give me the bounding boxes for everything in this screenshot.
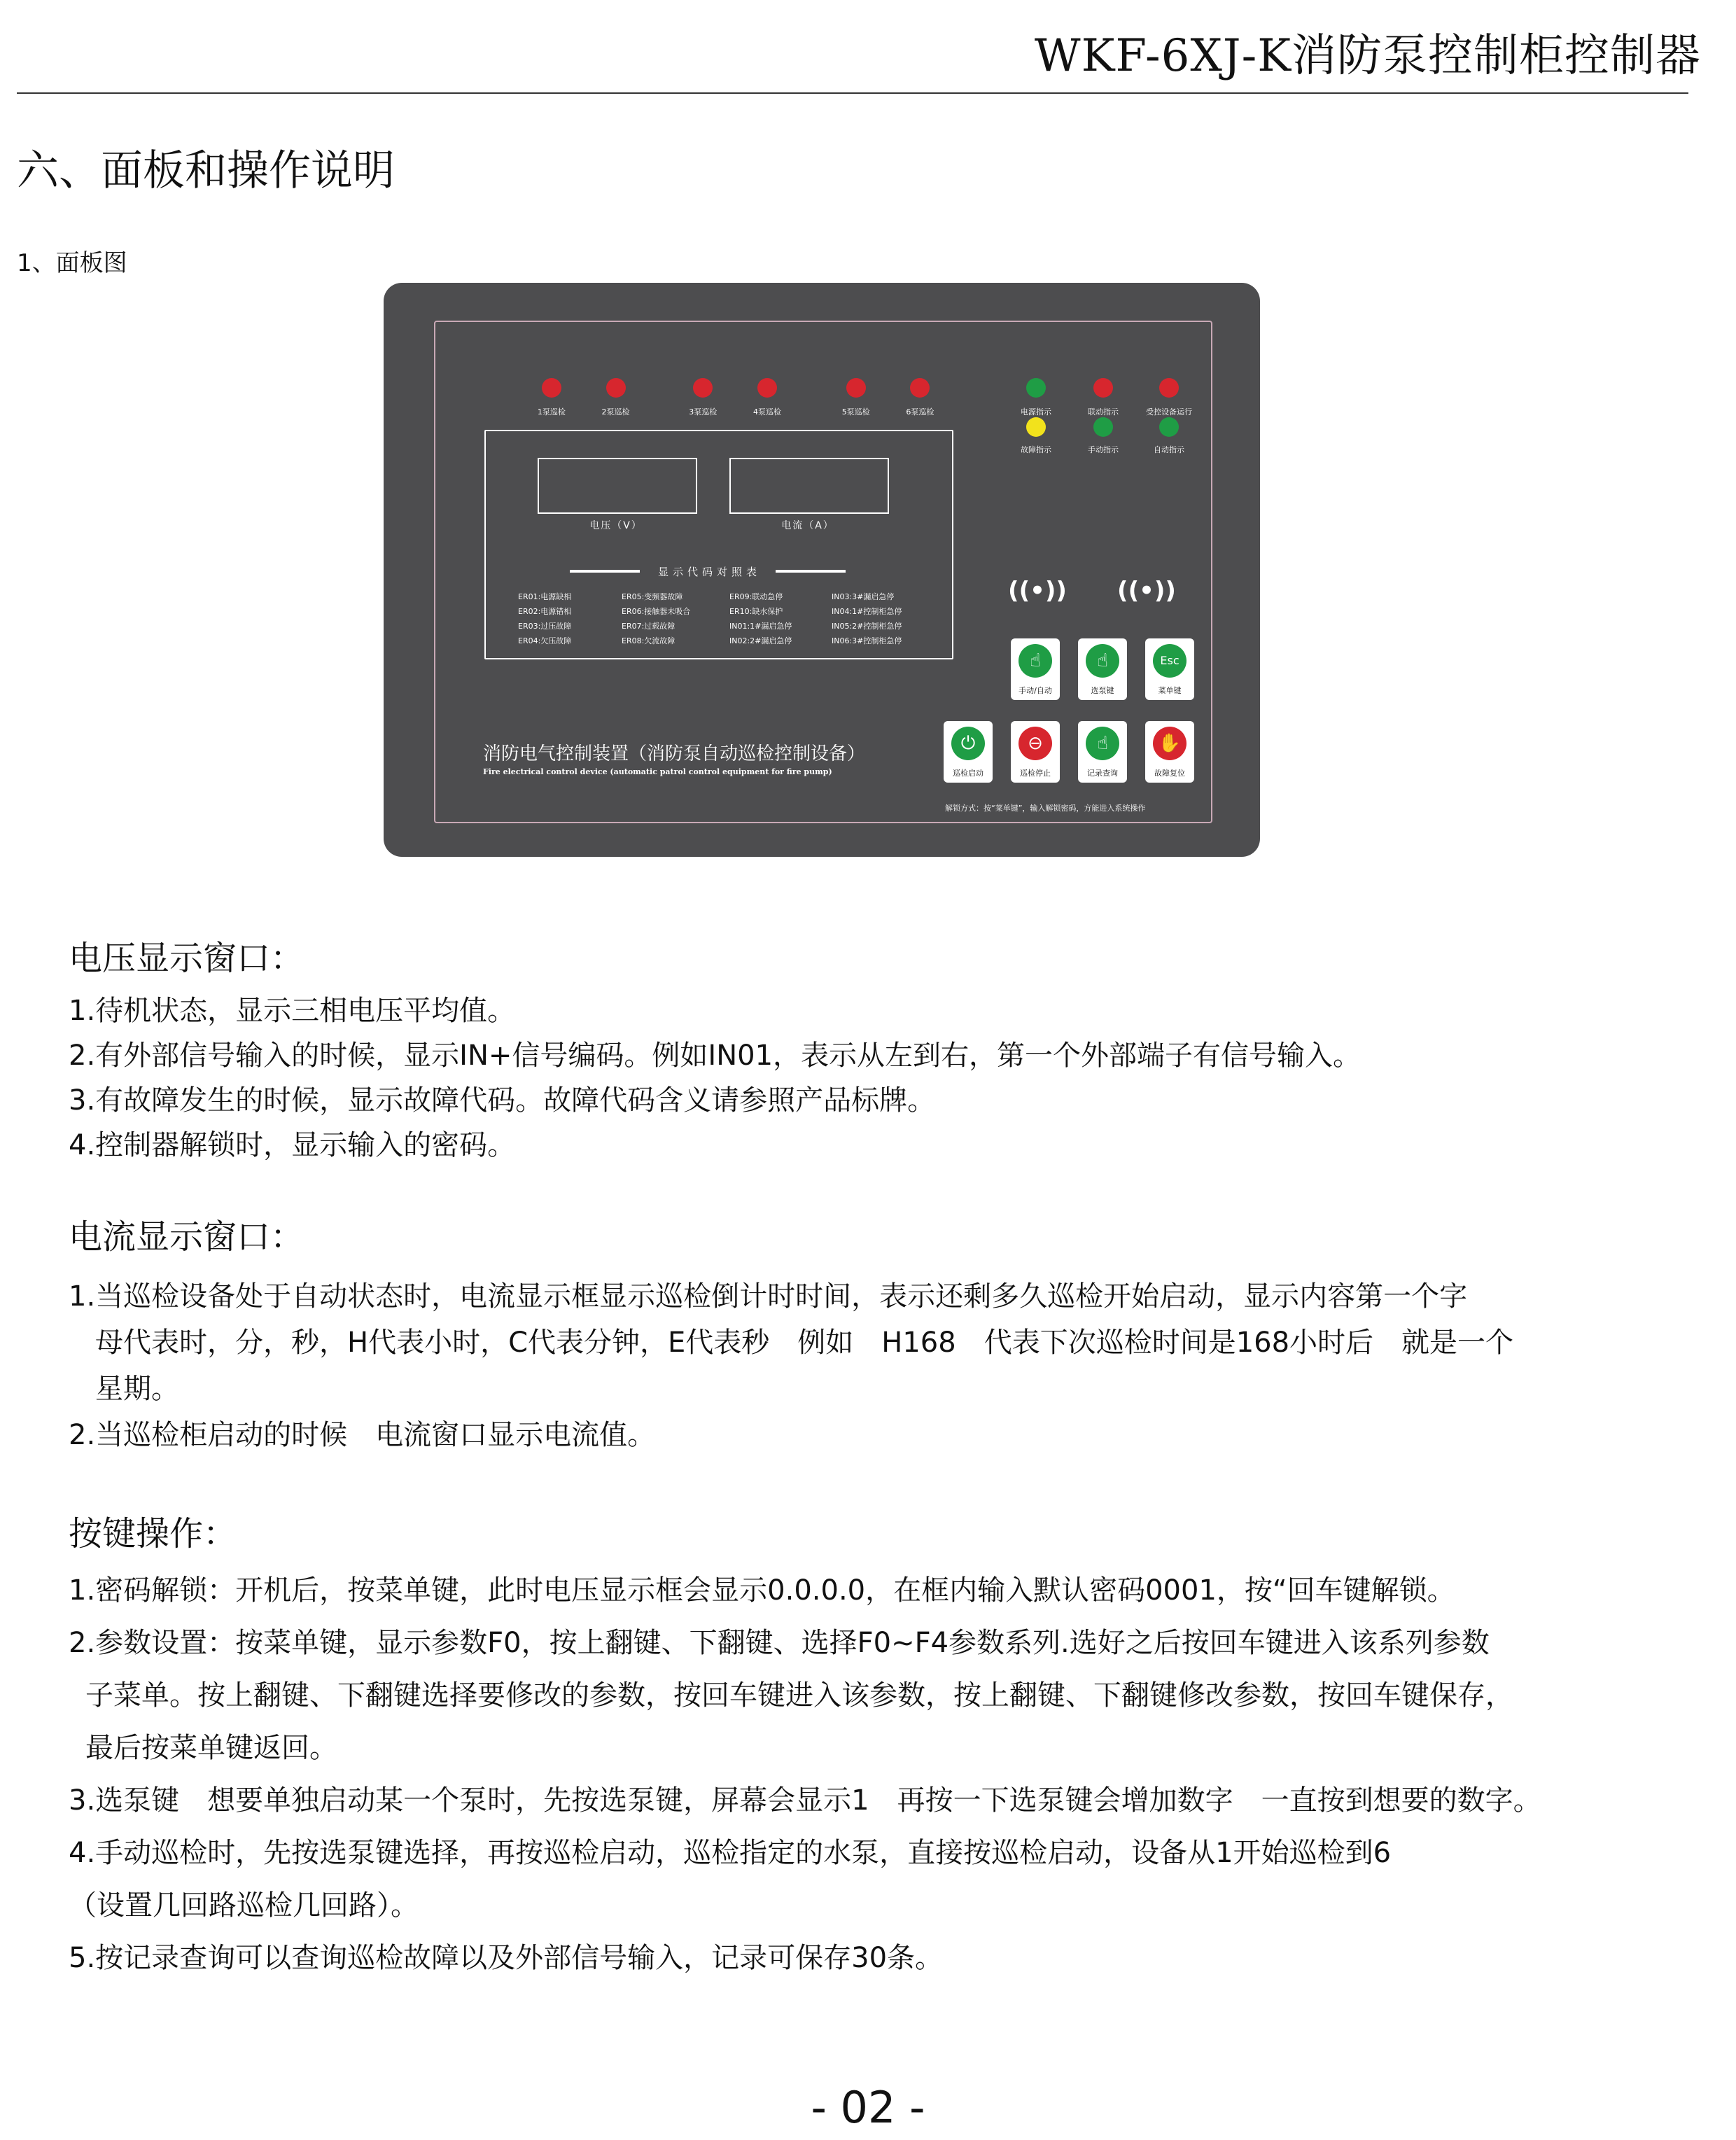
voltage-section-title: 电压显示窗口： [69,939,304,978]
patrol-indicator-led [606,378,626,398]
section-title: 六、面板和操作说明 [17,146,395,195]
paragraph-line: 4.手动巡检时，先按选泵键选择，再按巡检启动，巡检指定的水泵，直接按巡检启动，设备从1开始巡检到6 [69,1837,1392,1869]
key-label: 记录查询 [1087,769,1118,778]
code-table-cell: ER07:过载故障 [622,622,676,631]
page-number: - 02 - [811,2082,925,2133]
code-table-cell: IN02:2#漏启急停 [729,636,792,645]
voltage-display-window [538,458,697,514]
current-section-title: 电流显示窗口： [69,1217,304,1257]
paragraph-line: 最后按菜单键返回。 [85,1732,337,1764]
paragraph-line: 1.当巡检设备处于自动状态时，电流显示框显示巡检倒计时时间，表示还剩多久巡检开始启动，显示内容第一个字 [69,1280,1468,1313]
patrol-indicator-led [846,378,866,398]
code-table-cell: ER02:电源错相 [518,607,572,616]
panel-key-button[interactable] [1078,721,1127,783]
patrol-indicator-label: 6泵巡检 [906,407,934,417]
mute-icon: ✋ [1153,727,1186,760]
status-indicator-label: 联动指示 [1088,407,1119,417]
patrol-indicator-label: 3泵巡检 [689,407,718,417]
header-divider [17,92,1688,94]
status-indicator-led [1159,378,1179,398]
panel-key-button[interactable] [944,721,993,783]
patrol-indicator-led [757,378,777,398]
paragraph-line: 2.当巡检柜启动的时候 电流窗口显示电流值。 [69,1419,656,1451]
document-header-title: WKF-6XJ-K消防泵控制柜控制器 [1034,30,1701,82]
current-display-window [729,458,889,514]
rf-sensor-icon: ((•)) [1117,577,1176,605]
code-table-cell: IN03:3#漏启急停 [832,592,895,601]
paragraph-line: 1.密码解锁：开机后，按菜单键，此时电压显示框会显示0.0.0.0，在框内输入默认密码0001，按“回车键解锁。 [69,1574,1455,1607]
panel-device-name: 消防电气控制装置（消防泵自动巡检控制设备） [483,743,866,764]
key-label: 故障复位 [1154,769,1185,778]
key-label: 菜单键 [1158,686,1182,695]
current-label: 电流（A） [781,520,834,531]
status-indicator-led [1159,417,1179,437]
code-table-cell: ER08:欠流故障 [622,636,676,645]
paragraph-line: 1.待机状态，显示三相电压平均值。 [69,995,516,1027]
paragraph-line: 母代表时，分，秒，H代表小时，C代表分钟，E代表秒 例如 H168 代表下次巡检时间是168小时后 就是一个 [95,1327,1514,1359]
code-table-cell: ER04:欠压故障 [518,636,572,645]
panel-key-button[interactable] [1145,721,1194,783]
panel-key-button[interactable] [1078,638,1127,700]
keys-section-title: 按键操作： [69,1514,237,1553]
code-table-cell: ER01:电源缺相 [518,592,572,601]
key-label: 选泵键 [1091,686,1114,695]
status-indicator-label: 自动指示 [1154,445,1184,454]
panel-key-button[interactable] [1011,638,1060,700]
paragraph-line: 3.选泵键 想要单独启动某一个泵时，先按选泵键，屏幕会显示1 再按一下选泵键会增加数字 一直按到想要的数字。 [69,1784,1541,1817]
code-table-cell: ER06:接触器未吸合 [622,607,691,616]
status-indicator-label: 手动指示 [1088,445,1119,454]
code-table-cell: ER03:过压故障 [518,622,572,631]
code-table-rule-left [570,570,640,573]
panel-key-button[interactable] [1011,721,1060,783]
patrol-indicator-label: 4泵巡检 [752,407,781,417]
code-table-cell: IN05:2#控制柜急停 [832,622,902,631]
control-panel-figure [384,283,1260,857]
patrol-indicator-label: 2泵巡检 [601,407,630,417]
power-icon: ⏻ [951,727,985,760]
paragraph-line: 星期。 [95,1373,179,1405]
hand-icon: ☝ [1086,727,1119,760]
paragraph-line: 2.有外部信号输入的时候，显示IN+信号编码。例如IN01，表示从左到右，第一个外部端子有信号输入。 [69,1040,1362,1072]
rf-sensor-icon: ((•)) [1008,577,1067,605]
status-indicator-led [1026,417,1046,437]
key-label: 巡检停止 [1020,769,1051,778]
menu-key-button[interactable] [1145,638,1194,700]
status-indicator-led [1093,417,1113,437]
paragraph-line: 2.参数设置：按菜单键，显示参数F0，按上翻键、下翻键、选择F0~F4参数系列.选好之后按回车键进入该系列参数 [69,1627,1490,1659]
status-indicator-label: 电源指示 [1021,407,1051,417]
esc-icon: Esc [1153,644,1186,678]
unlock-note: 解锁方式：按“菜单键”，输入解锁密码，方能进入系统操作 [945,804,1146,813]
code-table-title: 显示代码对照表 [658,566,762,578]
panel-device-name-en: Fire electrical control device (automatic patrol control equipment for fire pump) [483,767,832,776]
subsection-title: 1、面板图 [17,249,127,277]
code-table-cell: IN01:1#漏启急停 [729,622,792,631]
hand-icon: ☝ [1018,644,1052,678]
voltage-label: 电压（V） [589,520,643,531]
patrol-indicator-label: 5泵巡检 [841,407,870,417]
paragraph-line: 子菜单。按上翻键、下翻键选择要修改的参数，按回车键进入该参数，按上翻键、下翻键修改参数，按回车键保存， [85,1679,1513,1712]
key-label: 巡检启动 [953,769,983,778]
paragraph-line: 4.控制器解锁时，显示输入的密码。 [69,1129,516,1161]
status-indicator-label: 受控设备运行 [1146,407,1192,417]
paragraph-line: （设置几回路巡检几回路）。 [69,1889,419,1922]
hand-icon: ☝ [1086,644,1119,678]
key-label: 手动/自动 [1018,686,1052,695]
status-indicator-led [1026,378,1046,398]
patrol-indicator-label: 1泵巡检 [537,407,566,417]
patrol-indicator-led [542,378,561,398]
code-table-cell: IN04:1#控制柜急停 [832,607,902,616]
code-table-cell: IN06:3#控制柜急停 [832,636,902,645]
status-indicator-label: 故障指示 [1021,445,1051,454]
status-indicator-led [1093,378,1113,398]
code-table-rule-right [776,570,846,573]
code-table-cell: ER09:联动急停 [729,592,783,601]
paragraph-line: 5.按记录查询可以查询巡检故障以及外部信号输入，记录可保存30条。 [69,1942,944,1974]
stop-icon: ⊖ [1018,727,1052,760]
code-table-cell: ER05:变频器故障 [622,592,683,601]
paragraph-line: 3.有故障发生的时候，显示故障代码。故障代码含义请参照产品标牌。 [69,1084,936,1117]
code-table-cell: ER10:缺水保护 [729,607,783,616]
